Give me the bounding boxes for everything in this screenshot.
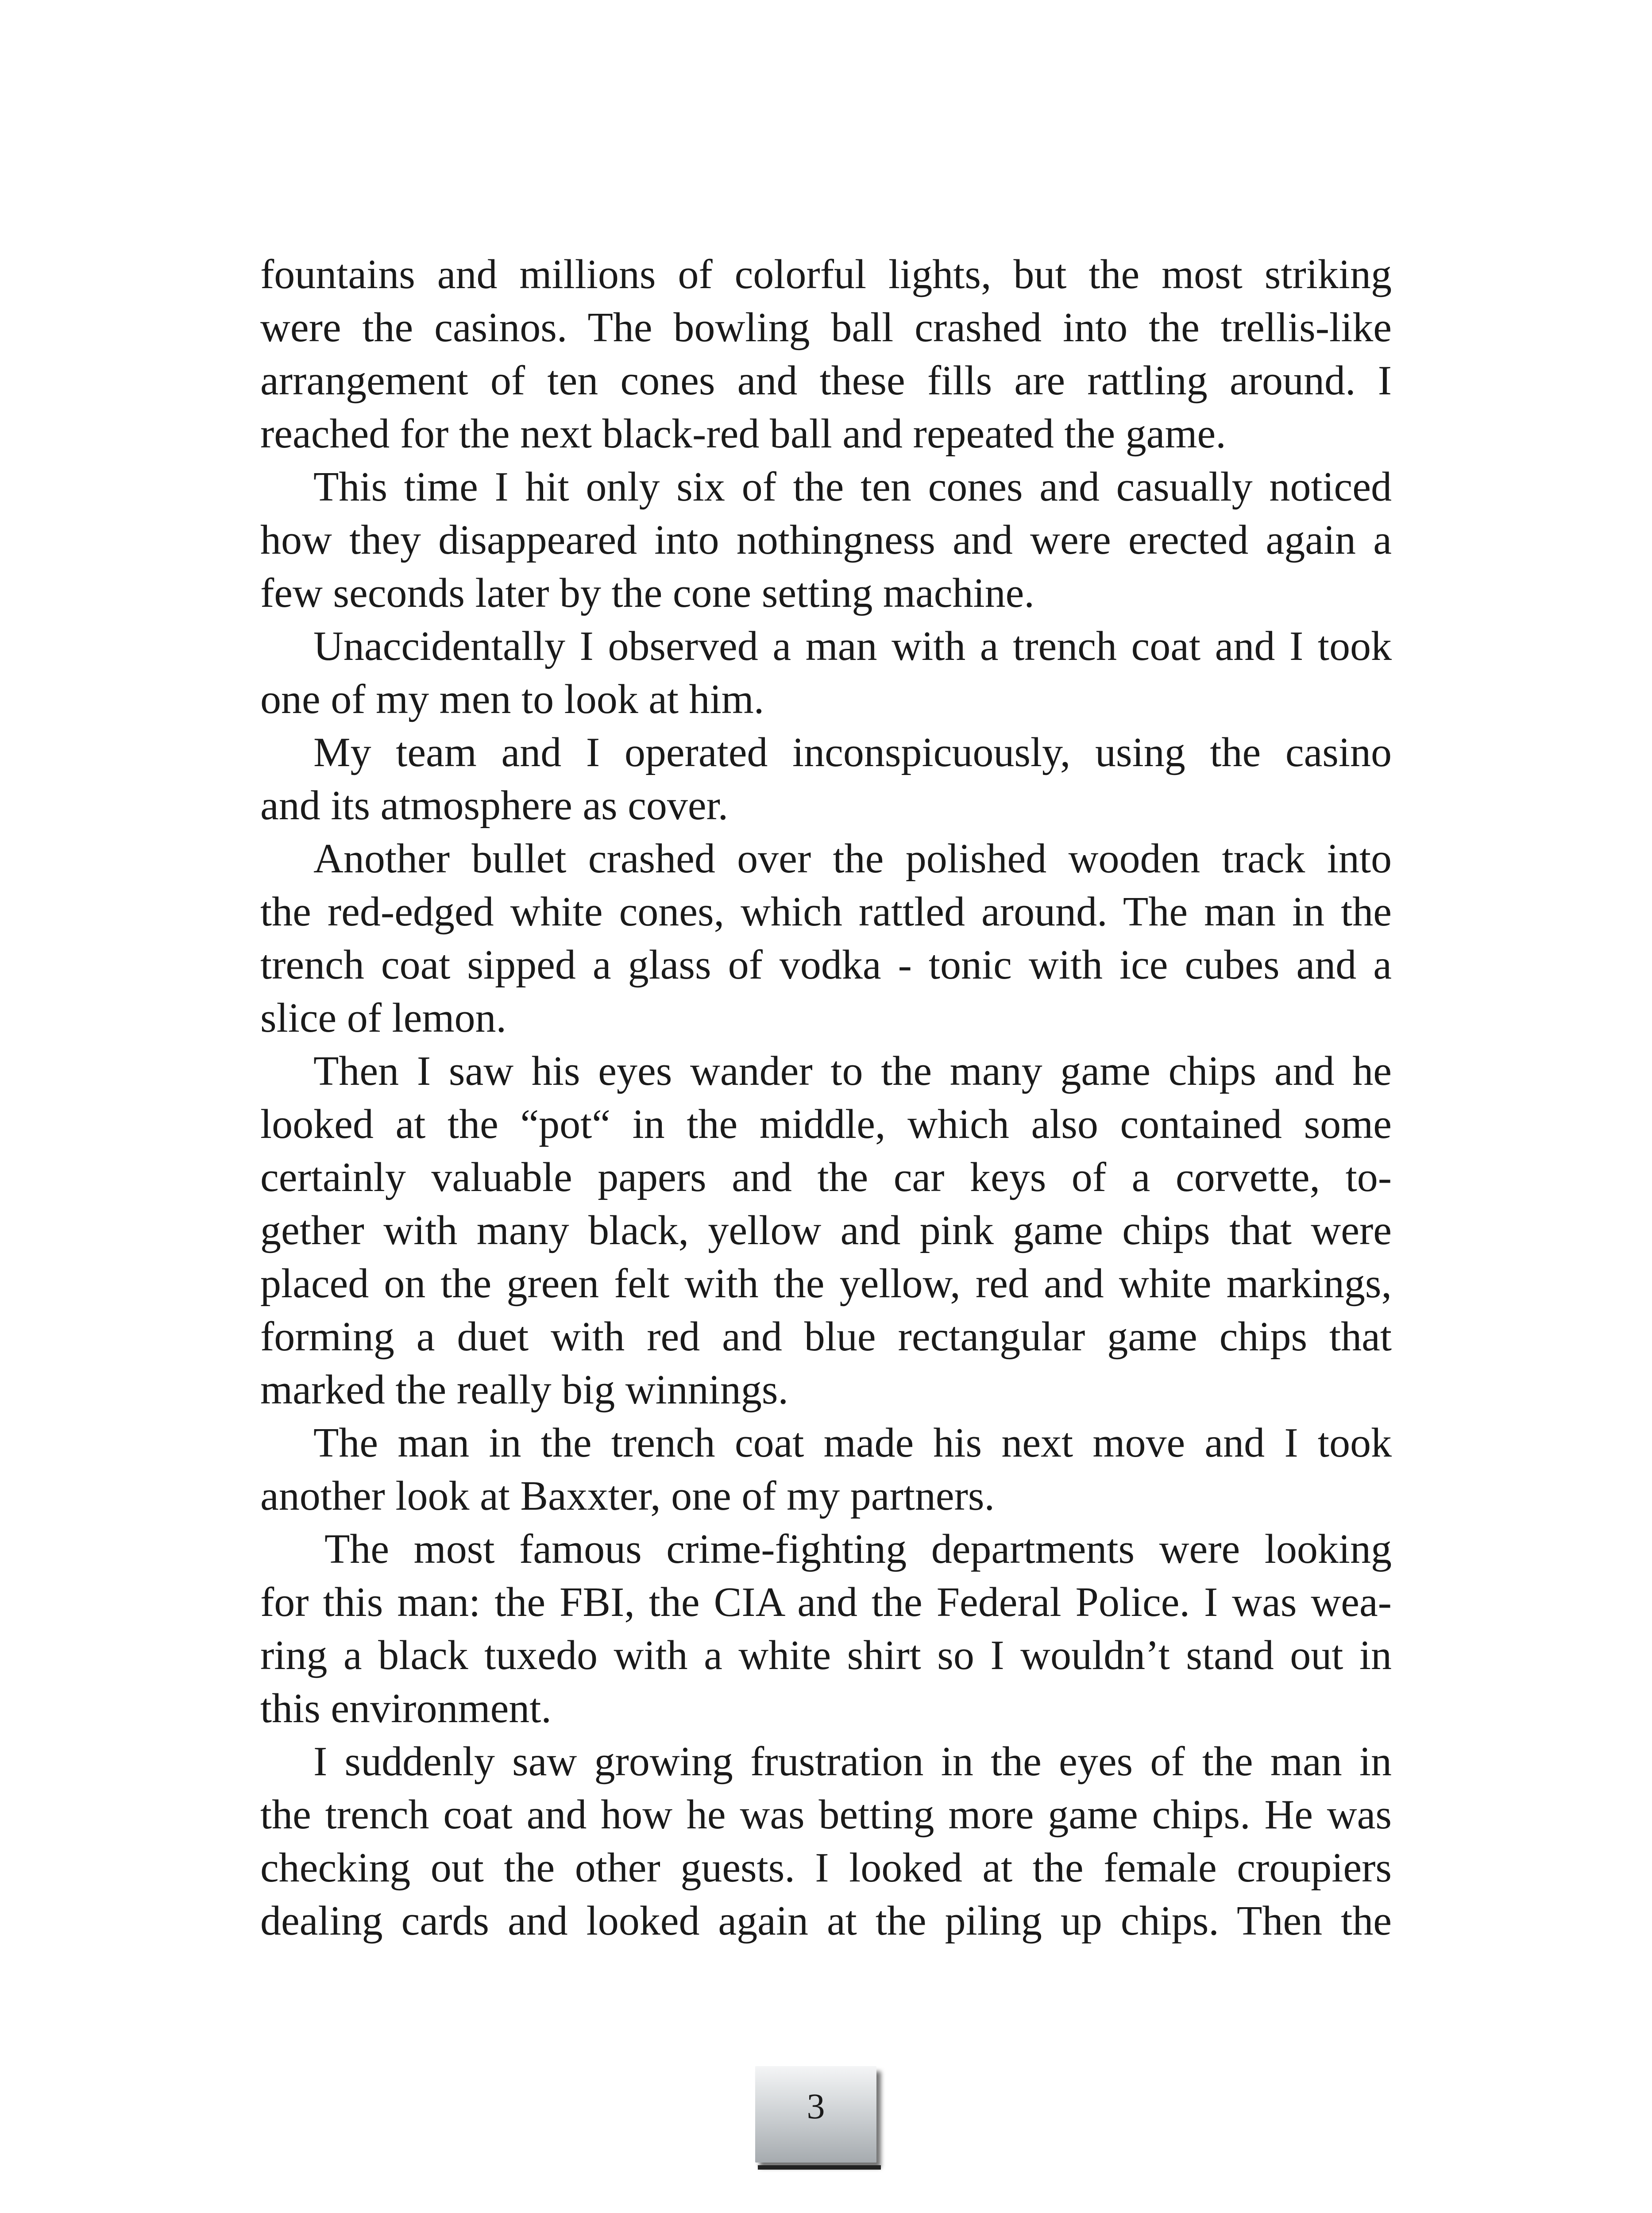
text-line: placed on the green felt with the yellow, red and white markings,: [260, 1261, 1392, 1307]
text-line: how they disappeared into nothingness and were erected again a: [260, 517, 1392, 563]
text-line: ring a black tuxedo with a white shirt so I wouldn’t stand out in: [260, 1632, 1392, 1678]
text-line: reached for the next black-red ball and repeated the game.: [260, 411, 1226, 457]
text-line: fountains and millions of colorful lights, but the most striking: [260, 251, 1392, 297]
page-number-badge: [755, 2066, 876, 2163]
text-line: this environment.: [260, 1685, 552, 1731]
text-line: few seconds later by the cone setting machine.: [260, 570, 1034, 616]
text-line: and its atmosphere as cover.: [260, 783, 729, 829]
text-line: Unaccidentally I observed a man with a trench coat and I took: [313, 623, 1392, 669]
text-line: another look at Baxxter, one of my partners.: [260, 1473, 995, 1519]
text-line: The man in the trench coat made his next move and I took: [313, 1420, 1392, 1466]
text-line: one of my men to look at him.: [260, 676, 764, 722]
text-line: gether with many black, yellow and pink game chips that were: [260, 1207, 1392, 1253]
text-line: marked the really big winnings.: [260, 1367, 788, 1413]
text-line: for this man: the FBI, the CIA and the Federal Police. I was wea-: [260, 1579, 1392, 1625]
text-line: trench coat sipped a glass of vodka - tonic with ice cubes and a: [260, 942, 1392, 988]
text-line: forming a duet with red and blue rectangular game chips that: [260, 1314, 1392, 1360]
text-line: the red-edged white cones, which rattled around. The man in the: [260, 889, 1392, 935]
text-line: certainly valuable papers and the car keys of a corvette, to-: [260, 1154, 1392, 1200]
text-line: the trench coat and how he was betting more game chips. He was: [260, 1792, 1392, 1838]
text-line: dealing cards and looked again at the piling up chips. Then the: [260, 1898, 1392, 1944]
body-text: [260, 248, 1392, 1947]
text-line: I suddenly saw growing frustration in the eyes of the man in: [313, 1739, 1392, 1785]
text-line: looked at the “pot“ in the middle, which also contained some: [260, 1101, 1392, 1147]
text-line: arrangement of ten cones and these fills are rattling around. I: [260, 358, 1392, 404]
page-number: 3: [807, 2086, 825, 2126]
text-line: were the casinos. The bowling ball crashed into the trellis-like: [260, 305, 1392, 351]
text-line: Then I saw his eyes wander to the many game chips and he: [313, 1048, 1392, 1094]
text-line: The most famous crime-fighting departments were looking: [324, 1526, 1392, 1572]
text-line: slice of lemon.: [260, 995, 507, 1041]
text-line: checking out the other guests. I looked at the female croupiers: [260, 1845, 1392, 1891]
text-line: This time I hit only six of the ten cones and casually noticed: [313, 464, 1392, 510]
text-line: My team and I operated inconspicuously, using the casino: [313, 729, 1392, 775]
text-line: Another bullet crashed over the polished wooden track into: [313, 836, 1392, 882]
